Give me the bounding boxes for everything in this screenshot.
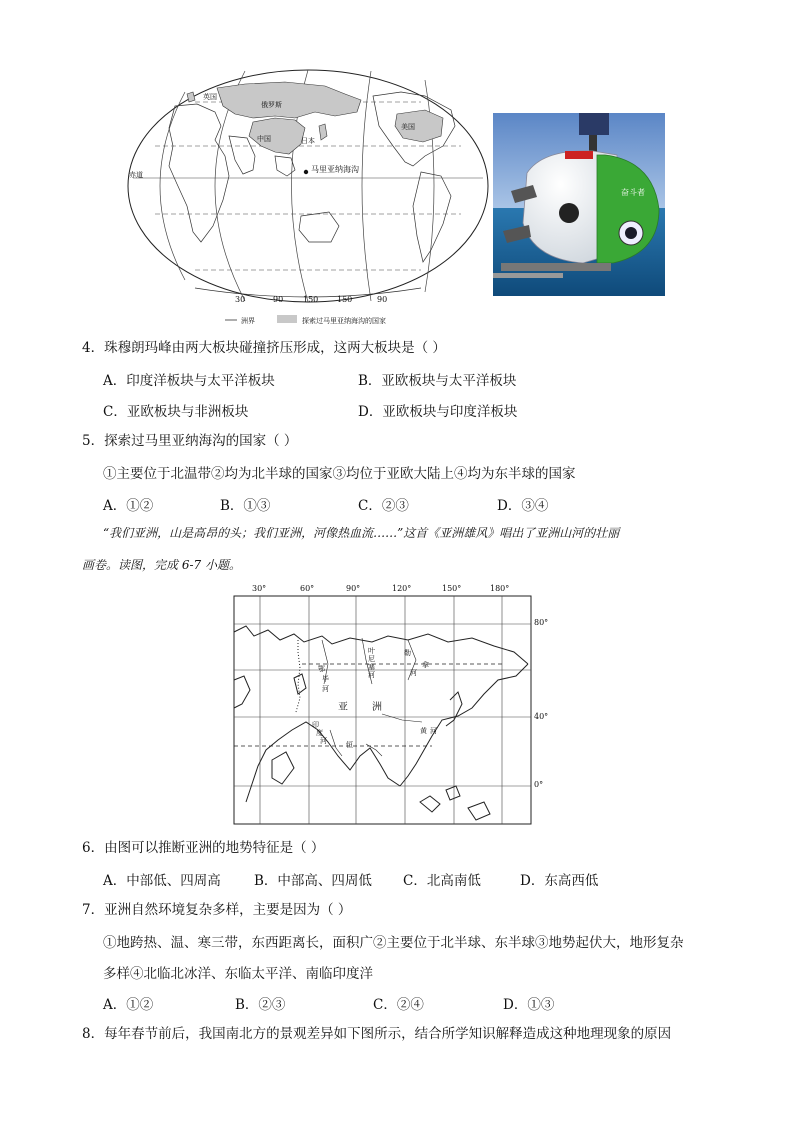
lon-tick: 120° (392, 584, 412, 593)
label-uk: 英国 (203, 93, 217, 101)
intro-line-1: “我们亚洲，山是高昂的头；我们亚洲，河像热血流……”这首《亚洲雄风》唱出了亚洲山河的壮丽 (103, 526, 620, 540)
legend-explored: 探索过马里亚纳海沟的国家 (302, 317, 386, 325)
label-china: 中国 (257, 135, 271, 143)
label-ni: 尼 (368, 655, 375, 663)
label-japan: 日本 (301, 137, 315, 145)
world-map (125, 66, 490, 328)
lon-tick: 60° (300, 584, 315, 593)
label-trench: 马里亚纳海沟 (311, 165, 359, 174)
q5-option-b: B．①③ (220, 498, 271, 514)
asia-map (232, 580, 562, 828)
q6-option-c: C．北高南低 (403, 873, 481, 889)
q6-option-b: B．中部高、四周低 (254, 873, 372, 889)
label-yin: 印 (312, 721, 319, 729)
submersible-photo (493, 113, 665, 296)
lon-tick: 150° (442, 584, 462, 593)
lon-tick: 30 (235, 295, 246, 304)
label-russia: 俄罗斯 (261, 101, 282, 109)
submersible-svg (493, 113, 665, 296)
q7-option-d: D．①③ (503, 997, 555, 1013)
q4-option-c: C．亚欧板块与非洲板块 (103, 404, 249, 420)
label-he5: 河 (320, 737, 327, 745)
q7-stem: 7．亚洲自然环境复杂多样，主要是因为（ ） (82, 902, 352, 918)
label-huang: 黄 (420, 727, 427, 735)
asia-map-svg (232, 580, 562, 828)
label-xin: 勒 (404, 649, 411, 657)
label-he2: 河 (410, 669, 417, 677)
label-na: 拿 (422, 661, 429, 669)
label-zhou: 洲 (372, 702, 382, 713)
label-e: 鄂 (318, 665, 325, 673)
lon-tick: 90° (346, 584, 361, 593)
legend-boundary: 洲界 (241, 317, 255, 325)
q5-statements: ①主要位于北温带②均为北半球的国家③均位于亚欧大陆上④均为东半球的国家 (103, 466, 576, 482)
q7-statements-2: 多样④北临北冰洋、东临太平洋、南临印度洋 (103, 966, 373, 982)
intro-line-2: 画卷。读图，完成 6-7 小题。 (82, 558, 241, 572)
lon-tick: 180° (490, 584, 510, 593)
q7-option-a: A．①② (103, 997, 154, 1013)
q7-option-c: C．②④ (373, 997, 424, 1013)
label-sai: 塞 (368, 663, 375, 671)
label-usa: 美国 (401, 123, 415, 131)
q4-stem: 4．珠穆朗玛峰由两大板块碰撞挤压形成，这两大板块是（ ） (82, 340, 446, 356)
world-map-svg (125, 66, 490, 328)
q5-stem: 5．探索过马里亚纳海沟的国家（ ） (82, 433, 298, 449)
q6-option-d: D．东高西低 (520, 873, 599, 889)
lat-tick: 40° (534, 712, 549, 721)
q8-stem: 8．每年春节前后，我国南北方的景观差异如下图所示，结合所学知识解释造成这种地理现象的原因 (82, 1026, 672, 1042)
label-he3: 河 (322, 685, 329, 693)
q4-option-a: A．印度洋板块与太平洋板块 (103, 373, 275, 389)
label-ye: 叶 (368, 647, 375, 655)
q6-stem: 6．由图可以推断亚洲的地势特征是（ ） (82, 840, 325, 856)
lon-tick: 90 (377, 295, 388, 304)
label-he4: 河 (430, 727, 437, 735)
q4-option-b: B．亚欧板块与太平洋板块 (358, 373, 517, 389)
hull-text: 奋斗者 (621, 188, 645, 197)
lon-tick: 150 (303, 295, 319, 304)
q6-option-a: A．中部低、四周高 (103, 873, 221, 889)
lon-tick: 150 (337, 295, 353, 304)
q4-option-d: D．亚欧板块与印度洋板块 (358, 404, 518, 420)
q5-option-a: A．①② (103, 498, 154, 514)
q5-option-c: C．②③ (358, 498, 409, 514)
label-bi: 毕 (322, 675, 329, 683)
lat-tick: 80° (534, 618, 549, 627)
trench-dot (304, 170, 308, 174)
label-he1: 河 (368, 671, 375, 679)
label-equator: 赤道 (129, 171, 143, 179)
q7-statements-1: ①地跨热、温、寒三带，东西距离长，面积广②主要位于北半球、东半球③地势起伏大，地形复杂 (103, 935, 684, 951)
q5-option-d: D．③④ (497, 498, 549, 514)
lon-tick: 90 (273, 295, 284, 304)
q7-option-b: B．②③ (235, 997, 286, 1013)
label-du: 度 (316, 729, 323, 737)
label-ya: 亚 (338, 702, 348, 713)
lat-tick: 0° (534, 780, 544, 789)
lon-tick: 30° (252, 584, 267, 593)
label-heng: 恒 (346, 741, 353, 749)
